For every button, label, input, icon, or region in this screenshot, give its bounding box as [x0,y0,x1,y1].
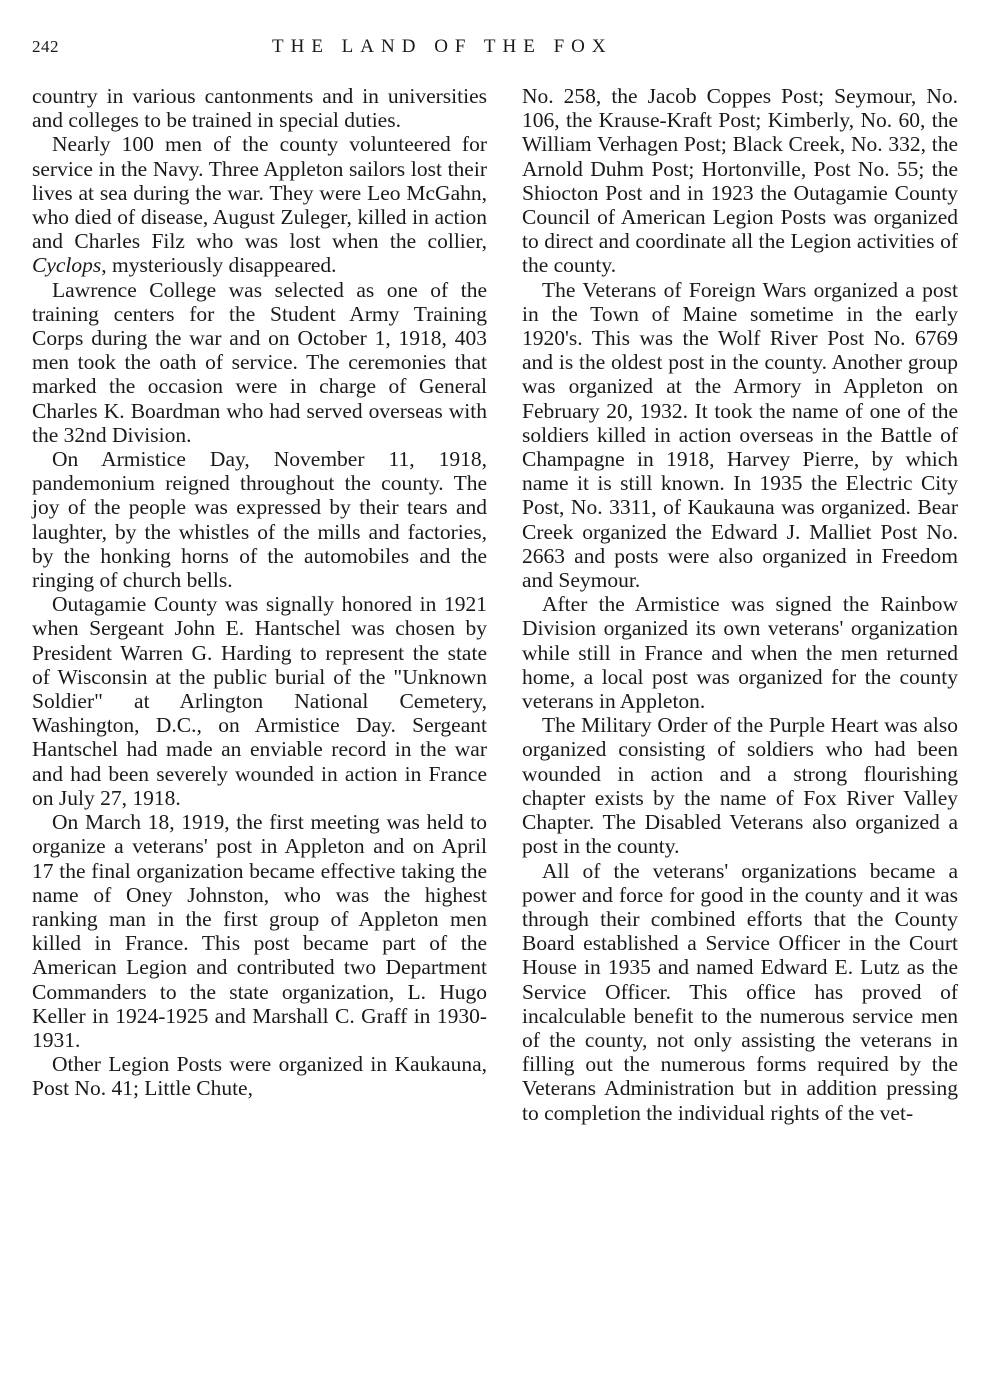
running-title: THE LAND OF THE FOX [272,36,613,57]
paragraph: The Military Order of the Purple Heart was also organized consisting of soldiers who had been wounded in action and a strong flourishing chapter exists by the name of Fox River Valley Chapter. The Disabled Veterans also organized a post in the county. [522,713,958,859]
paragraph: Other Legion Posts were organized in Kaukauna, Post No. 41; Little Chute, [32,1052,487,1101]
paragraph: No. 258, the Jacob Coppes Post; Seymour, No. 106, the Krause-Kraft Post; Kimberly, No. 60, the William Verhagen Post; Black Creek, No. 332, the Arnold Duhm Post; Hortonville, Post No. 55; the Shiocton Post and in 1923 the Outagamie County Council of American Legion Posts was organized to direct and coordinate all the Legion activities of the county. [522,84,958,278]
paragraph: Nearly 100 men of the county volunteered for service in the Navy. Three Appleton sailors lost their lives at sea during the war. They were Leo McGahn, who died of disease, August Zuleger, killed in action and Charles Filz who was lost when the collier, Cyclops, mysteriously disappeared. [32,132,487,278]
paragraph: country in various cantonments and in universities and colleges to be trained in special duties. [32,84,487,133]
left-column [32,84,487,1101]
paragraph: The Veterans of Foreign Wars organized a post in the Town of Maine sometime in the early 1920's. This was the Wolf River Post No. 6769 and is the oldest post in the county. Another group was organized at the Armory in Appleton on February 20, 1932. It took the name of one of the soldiers killed in action overseas in the Battle of Champagne in 1918, Harvey Pierre, by which name it is still known. In 1935 the Electric City Post, No. 3311, of Kaukauna was organized. Bear Creek organized the Edward J. Malliet Post No. 2663 and posts were also organized in Freedom and Seymour. [522,277,958,593]
running-header [0,36,993,60]
ship-name: Cyclops [32,253,102,278]
paragraph: After the Armistice was signed the Rainbow Division organized its own veterans' organization while still in France and when the men returned home, a local post was organized for the county veterans in Appleton. [522,592,958,714]
paragraph: On Armistice Day, November 11, 1918, pandemonium reigned throughout the county. The joy of the people was expressed by their tears and laughter, by the whistles of the mills and factories, by the honking horns of the automobiles and the ringing of church bells. [32,447,487,593]
right-column [522,84,958,1125]
paragraph: On March 18, 1919, the first meeting was held to organize a veterans' post in Appleton and on April 17 the final organization became effective taking the name of Oney Johnston, who was the highest ranking man in the first group of Appleton men killed in France. This post became part of the American Legion and contributed two Department Commanders to the state organization, L. Hugo Keller in 1924-1925 and Marshall C. Graff in 1930-1931. [32,810,487,1052]
paragraph: Outagamie County was signally honored in 1921 when Sergeant John E. Hantschel was chosen by President Warren G. Harding to represent the state of Wisconsin at the public burial of the "Unknown Soldier" at Arlington National Cemetery, Washington, D.C., on Armistice Day. Sergeant Hantschel had made an enviable record in the war and had been severely wounded in action in France on July 27, 1918. [32,592,487,810]
paragraph: Lawrence College was selected as one of the training centers for the Student Army Training Corps during the war and on October 1, 1918, 403 men took the oath of service. The ceremonies that marked the occasion were in charge of General Charles K. Boardman who had served overseas with the 32nd Division. [32,277,487,447]
paragraph: All of the veterans' organizations became a power and force for good in the county and it was through their combined efforts that the County Board established a Service Officer in the Court House in 1935 and named Edward E. Lutz as the Service Officer. This office has proved of incalculable benefit to the numerous service men of the county, not only assisting the veterans in filling out the numerous forms required by the Veterans Administration but in addition pressing to completion the individual rights of the vet- [522,858,958,1125]
page-number: 242 [32,37,59,56]
